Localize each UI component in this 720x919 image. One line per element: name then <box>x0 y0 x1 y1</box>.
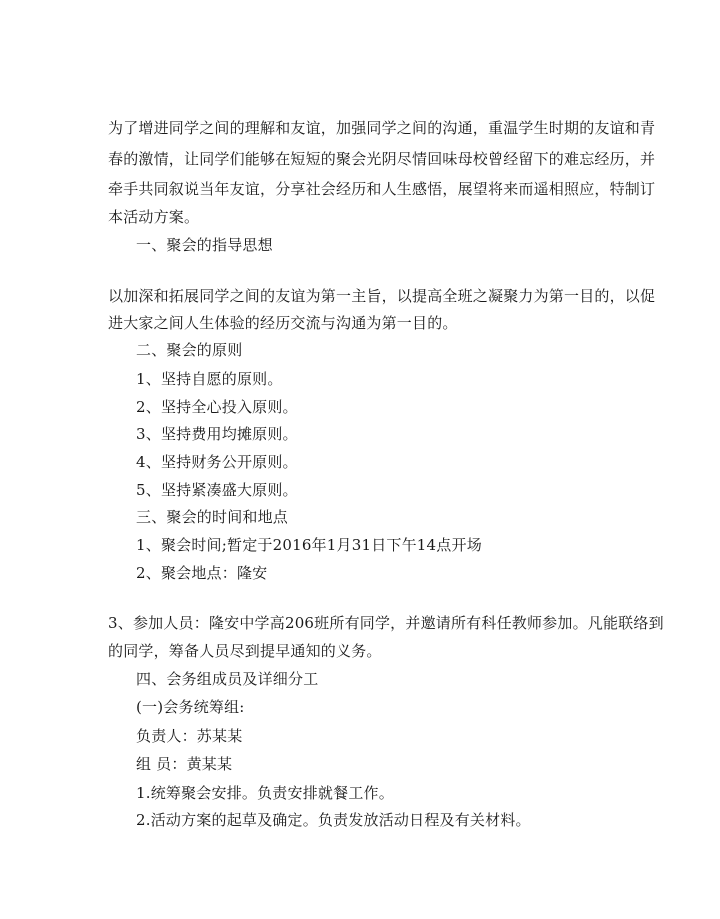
participants-line: 3、参加人员：隆安中学高206班所有同学，并邀请所有科任教师参加。凡能联络到 <box>108 614 664 632</box>
leader-line: 负责人：苏某某 <box>136 727 243 745</box>
intro-line: 本活动方案。 <box>108 208 200 226</box>
intro-line: 春的激情，让同学们能够在短短的聚会光阴尽情回味母校曾经留下的难忘经历，并 <box>108 150 656 168</box>
time-item: 1、聚会时间;暂定于2016年1月31日下午14点开场 <box>136 536 482 554</box>
section-heading-time-place: 三、聚会的时间和地点 <box>136 508 289 526</box>
task-item: 1.统筹聚会安排。负责安排就餐工作。 <box>136 784 394 802</box>
intro-line: 为了增进同学之间的理解和友谊，加强同学之间的沟通，重温学生时期的友谊和青 <box>108 119 656 137</box>
section1-line: 进大家之间人生体验的经历交流与沟通为第一目的。 <box>108 314 458 332</box>
principle-item: 1、坚持自愿的原则。 <box>136 370 283 388</box>
participants-line: 的同学，筹备人员尽到提早通知的义务。 <box>108 642 382 660</box>
principle-item: 4、坚持财务公开原则。 <box>136 453 298 471</box>
place-item: 2、聚会地点：隆安 <box>136 564 268 582</box>
principle-item: 2、坚持全心投入原则。 <box>136 398 298 416</box>
member-line: 组 员：黄某某 <box>136 755 233 773</box>
section1-line: 以加深和拓展同学之间的友谊为第一主旨，以提高全班之凝聚力为第一目的，以促 <box>108 287 656 305</box>
task-item: 2.活动方案的起草及确定。负责发放活动日程及有关材料。 <box>136 811 531 829</box>
section-heading-guiding-principle: 一、聚会的指导思想 <box>136 236 273 254</box>
intro-line: 牵手共同叙说当年友谊，分享社会经历和人生感悟，展望将来而遥相照应，特制订 <box>108 180 656 198</box>
principle-item: 5、坚持紧凑盛大原则。 <box>136 481 298 499</box>
principle-item: 3、坚持费用均摊原则。 <box>136 425 298 443</box>
subgroup-heading: (一)会务统筹组: <box>136 698 245 716</box>
section-heading-team: 四、会务组成员及详细分工 <box>136 670 319 688</box>
section-heading-principles: 二、聚会的原则 <box>136 341 243 359</box>
